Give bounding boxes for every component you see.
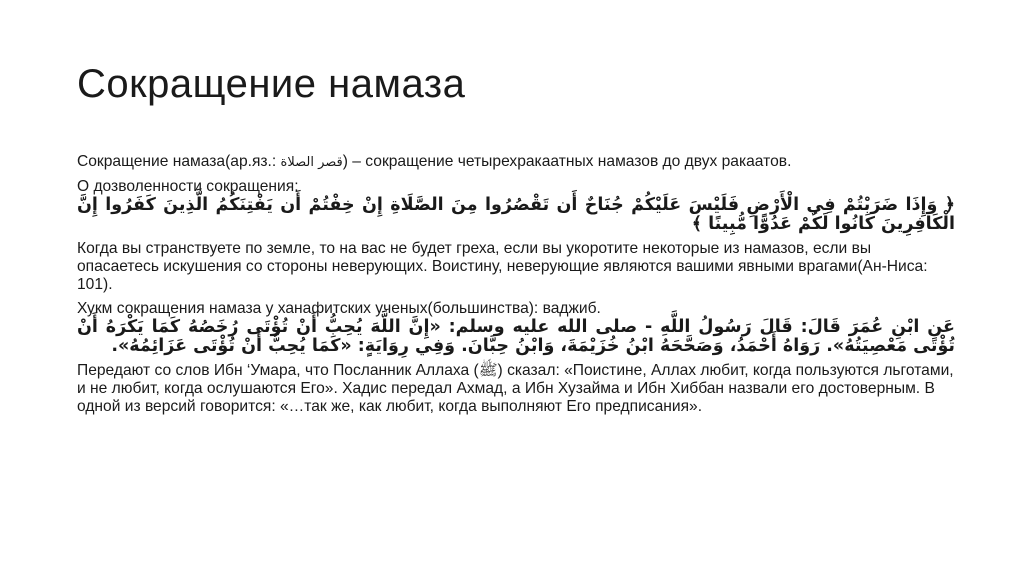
quran-translation: Когда вы странствуете по земле, то на вас не будет греха, если вы укоротите некоторые из намазов, если вы опасаетесь искушения со стороны неверующих. Воистину, неверующие являются вашими явными врагами(Ан-Ниса: 101). (77, 240, 928, 293)
definition-suffix: ) – сокращение четырехракаатных намазов до двух ракаатов. (342, 153, 792, 170)
hadith-translation: Передают со слов Ибн ‘Умара, что Посланник Аллаха (ﷺ) сказал: «Поистине, Аллах любит, когда пользуются льготами, и не любит, когда ослушаются Его». Хадис передал Ахмад, а Ибн Хузайма и Ибн Хиббан назвали его достоверным. В одной из версий говорится: «…так же, как любит, когда выполняют Его предписания». (77, 362, 954, 415)
arabic-term: قصر الصلاة (280, 155, 343, 170)
hadith-arabic: عَنِ ابْنِ عُمَرَ قَالَ: قَالَ رَسُولُ اللَّهِ - صلى الله عليه وسلم: «إِنَّ اللَّهَ يُحِبُّ أَنْ تُؤْتَى رُخَصُهُ كَمَا يَكْرَهُ أَنْ تُؤْتَى مَعْصِيَتُهُ». رَوَاهُ أَحْمَدُ، وَصَحَّحَهُ ابْنُ خُزَيْمَةَ، وَابْنُ حِبَّانَ. وَفِي رِوَايَةٍ: «كَمَا يُحِبُّ أَنْ تُؤْتَى عَزَائِمُهُ». (77, 317, 955, 356)
permission-heading: О дозволенности сокращения: (77, 178, 299, 195)
hukm-heading: Хукм сокращения намаза у ханафитских ученых(большинства): ваджиб. (77, 300, 601, 317)
slide-body (77, 153, 955, 416)
slide-title: Сокращение намаза (77, 62, 466, 106)
quran-verse-arabic: ﴿ وَإِذَا ضَرَبْتُمْ فِي الْأَرْضِ فَلَيْسَ عَلَيْكُمْ جُنَاحٌ أَن تَقْصُرُوا مِنَ الصَّلَاةِ إِنْ خِفْتُمْ أَن يَفْتِنَكُمُ الَّذِينَ كَفَرُوا إِنَّ الْكَافِرِينَ كَانُوا لَكُمْ عَدُوًّا مُّبِينًا ﴾ (77, 195, 955, 234)
definition-paragraph (77, 153, 955, 172)
definition-prefix: Сокращение намаза(ар.яз.: (77, 153, 281, 170)
